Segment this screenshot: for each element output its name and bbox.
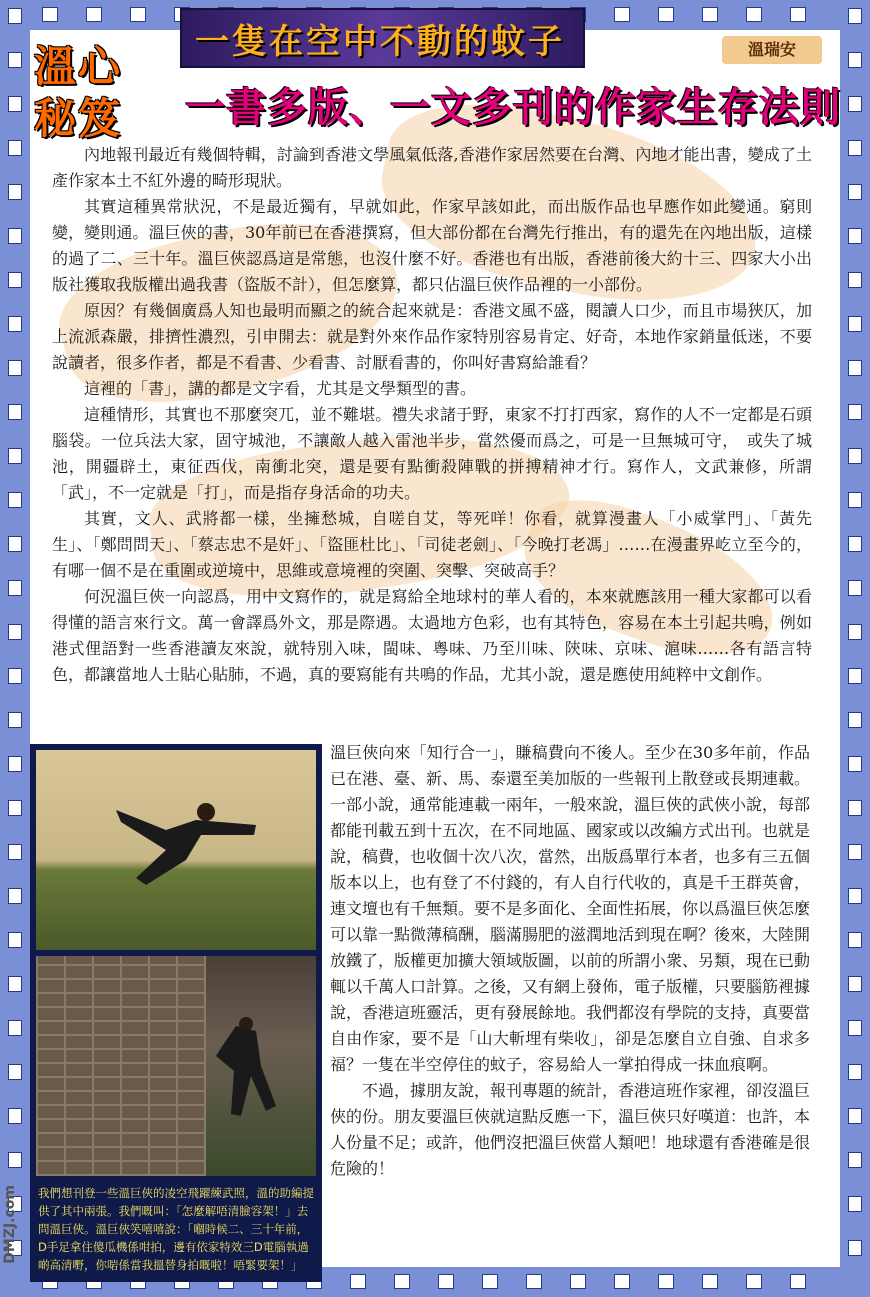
film-hole [746,1274,762,1289]
film-hole [658,7,674,22]
film-hole [42,7,58,22]
photo-wall-jump [36,956,316,1176]
film-hole [8,712,22,728]
film-hole [86,7,102,22]
film-hole [8,1064,22,1080]
film-hole [8,52,22,68]
brick-wall [36,956,206,1176]
film-hole [8,1020,22,1036]
photo-caption: 我們想刊登一些溫巨俠的凌空飛躍練武照，溫的助編提供了其中兩張。我們嘅叫：「怎麼解唔清臉容架！」去問溫巨俠。溫巨俠笑嘻嘻說：「嗰時候二、三十年前，D手足拿住傻瓜機係咁拍，邊有依家特效三D電腦執過啲高清嘢，你啱係當我搵替身拍嘅啦！唔緊要架！」 [38,1186,314,1272]
film-hole [848,624,862,640]
film-hole [848,1064,862,1080]
column-name-line2: 秘笈 [34,94,123,143]
film-hole [8,228,22,244]
film-hole [848,844,862,860]
film-hole [482,1274,498,1289]
film-hole [702,7,718,22]
film-strip-right [840,0,870,1297]
film-hole [8,932,22,948]
film-hole [8,492,22,508]
paragraph: 不過，據朋友說，報刊專題的統計，香港這班作家裡，卻沒溫巨俠的份。朋友要溫巨俠就這點反應一下，溫巨俠只好嘆道：也許，本人份量不足；或許，他們沒把溫巨俠當人類吧！地球還有香港確是很危險的！ [330,1081,811,1178]
film-hole [848,668,862,684]
film-hole [848,360,862,376]
film-hole [848,1152,862,1168]
film-hole [848,272,862,288]
column-badge [30,30,160,143]
film-hole [848,184,862,200]
film-hole [8,360,22,376]
film-hole [790,1274,806,1289]
paragraph: 這裡的「書」，講的都是文字看，尤其是文學類型的書。 [84,379,477,398]
film-hole [130,7,146,22]
film-hole [848,580,862,596]
film-hole [848,888,862,904]
paragraph: 其實，文人、武將都一樣，坐擁愁城，自嗟自艾，等死咩！你看，就算漫畫人「小威掌門」、「黃先生」、「鄭問問天」、「蔡志忠不是奸」、「盜匪杜比」、「司徒老劍」、「今晚打老馮」……在漫畫界屹立至今的，有哪一個不是在重圍或逆境中，思維或意境裡的突圍、突擊、突破高手？ [52,509,812,580]
film-hole [8,756,22,772]
martial-artist-figure [206,1016,286,1136]
film-hole [746,7,762,22]
film-hole [658,1274,674,1289]
film-hole [8,140,22,156]
paragraph: 原因？有幾個廣爲人知也最明而顯之的統合起來就是：香港文風不盛，閱讀人口少，而且市場狹仄，加上流派森嚴，排擠性濃烈，引申開去：就是對外來作品作家特別容易肯定、好奇，本地作家銷量低迷，不要說讀者，很多作者，都是不看書、少看書、討厭看書的，你叫好書寫給誰看？ [52,301,812,372]
film-hole [848,492,862,508]
film-hole [8,272,22,288]
paragraph: 何況溫巨俠一向認爲，用中文寫作的，就是寫給全地球村的華人看的，本來就應該用一種大家都可以看得懂的語言來行文。萬一會譯爲外文，那是際遇。太過地方色彩，也有其特色，容易在本土引起共鳴，例如港式俚語對一些香港讀友來說，就特別入味，閩味、粵味、乃至川味、陝味、京味、滬味……各有語言特色，都讓當地人士貼心貼肺，不過，真的要寫能有共鳴的作品，尤其小說，還是應使用純粹中文創作。 [52,587,812,684]
film-hole [8,624,22,640]
film-strip-left [0,0,30,1297]
film-hole [848,140,862,156]
article-body [52,142,812,688]
author-tag: 溫瑞安 [722,36,822,64]
film-hole [8,8,22,24]
film-hole [8,668,22,684]
paragraph: 內地報刊最近有幾個特輯，討論到香港文學風氣低落,香港作家居然要在台灣、內地才能出書，變成了土產作家本土不紅外邊的畸形現狀。 [52,145,812,190]
film-hole [848,976,862,992]
film-hole [8,888,22,904]
film-hole [8,800,22,816]
film-hole [8,976,22,992]
film-hole [8,448,22,464]
article-subtitle: 一書多版、一文多刊的作家生存法則 [185,85,841,131]
film-hole [848,1108,862,1124]
film-hole [848,1240,862,1256]
film-hole [848,712,862,728]
paragraph: 溫巨俠向來「知行合一」，賺稿費向不後人。至少在30多年前，作品已在港、臺、新、馬、泰還至美加版的一些報刊上散登或長期連載。一部小說，通常能連載一兩年，一般來說，溫巨俠的武俠小說，每部都能刊載五到十五次，在不同地區、國家或以改編方式出刊。也就是說，稿費，也收個十次八次，當然，出版爲單行本者，也多有三五個版本以上，也有登了不付錢的，有人自行代收的，真是千王群英會，連文壇也有千無類。要不是多面化、全面性拓展，你以爲溫巨俠怎麼可以靠一點微薄稿酬，腦滿腸肥的滋潤地活到現在啊？後來，大陸開放鐵了，版權更加擴大領域版圖，以前的所謂小衆、另類，現在已動輒以千萬人口計算。之後，又有網上發佈，電子版權，只要腦筋裡據說，香港這班靈活，更有發展餘地。我們都沒有學院的支持，真要當自由作家，要不是「山大斬埋有柴收」，卻是怎麼自立自強、自求多福？一隻在半空停住的蚊子，容易給人一掌拍得成一抹血痕啊。 [330,743,811,1074]
film-hole [350,1274,366,1289]
article-title: 一隻在空中不動的蚊子 [195,22,565,62]
column-name-line1: 溫心 [34,42,123,91]
film-hole [8,1152,22,1168]
photo-flying-kick [36,750,316,950]
film-hole [526,1274,542,1289]
film-hole [394,1274,410,1289]
film-hole [848,8,862,24]
film-hole [848,1196,862,1212]
film-hole [614,7,630,22]
paragraph: 其實這種異常狀況，不是最近獨有，早就如此，作家早該如此，而出版作品也早應作如此變通。窮則變，變則通。溫巨俠的書，30年前已在香港撰寫，但大部份都在台灣先行推出，有的還先在內地出版，這樣的過了二、三十年。溫巨俠認爲這是常態，也沒什麼不好。香港也有出版，香港前後大約十三、四家大小出版社獲取我版權出過我書（盜版不計），但怎麼算，都只佔溫巨俠作品裡的一小部份。 [52,197,812,294]
film-hole [8,536,22,552]
film-hole [848,1020,862,1036]
martial-artist-figure [106,790,266,890]
film-hole [702,1274,718,1289]
film-hole [848,316,862,332]
film-hole [848,96,862,112]
film-hole [438,1274,454,1289]
photo-panel [30,744,322,1282]
film-hole [848,536,862,552]
film-hole [8,580,22,596]
film-hole [848,448,862,464]
film-hole [614,1274,630,1289]
film-hole [848,52,862,68]
film-hole [570,1274,586,1289]
film-hole [848,404,862,420]
site-watermark: DMZJ.com [2,1185,18,1264]
film-hole [8,844,22,860]
film-hole [848,932,862,948]
film-hole [848,800,862,816]
film-hole [8,404,22,420]
film-hole [790,7,806,22]
film-hole [848,756,862,772]
film-hole [848,228,862,244]
film-hole [8,316,22,332]
paragraph: 這種情形，其實也不那麼突兀，並不難堪。禮失求諸于野，東家不打打西家，寫作的人不一定都是石頭腦袋。一位兵法大家，固守城池，不讓敵人越入雷池半步，當然優而爲之，可是一旦無城可守， 或失了城池，開疆辟土，東征西伐，南衝北突，還是要有點衝殺陣戰的拼搏精神才行。寫作人，文武兼修，所謂「武」，不一定就是「打」，而是指存身活命的功夫。 [52,405,812,502]
film-hole [8,96,22,112]
film-hole [8,1108,22,1124]
film-hole [8,184,22,200]
article-body-right-column [330,740,810,1182]
